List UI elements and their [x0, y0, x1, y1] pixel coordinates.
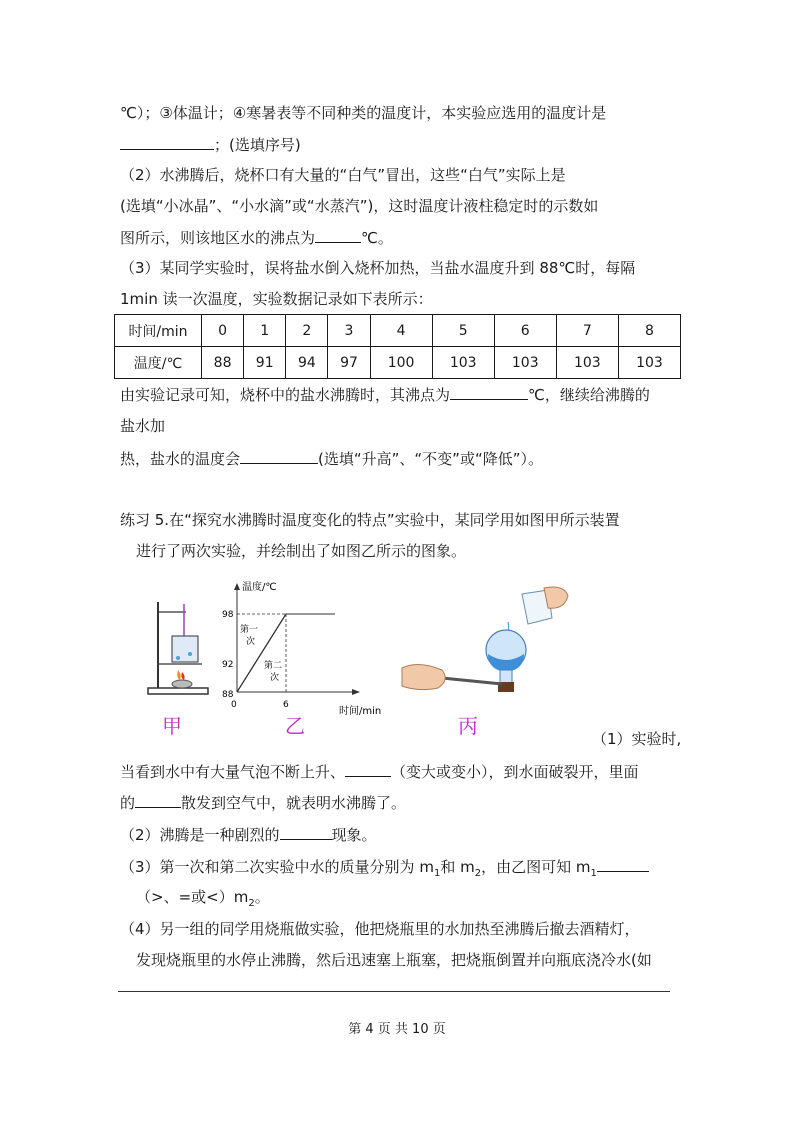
table-row: [115, 315, 681, 347]
q5-line6: （3）第一次和第二次实验中水的质量分别为 $m_1$和 $m_2$，由乙图可知 $m_1$: [120, 856, 649, 884]
table-cell: 7: [556, 315, 618, 347]
q4-line8: 由实验记录可知，烧杯中的盐水沸腾时，其沸点为 ℃，继续给沸腾的: [120, 386, 650, 404]
q5-line2: 进行了两次实验，并绘制出了如图乙所示的图象。: [136, 542, 467, 560]
q5-line3: 当看到水中有大量气泡不断上升、 （变大或变小），到水面破裂开，里面: [120, 763, 639, 781]
series-label-first: 次: [246, 637, 256, 647]
y-axis-label: 温度/℃: [242, 582, 277, 593]
x-axis-label: 时间/min: [339, 706, 382, 717]
q4-line9: 盐水加: [120, 417, 166, 435]
answer-blank[interactable]: [345, 761, 391, 777]
table-cell: 100: [370, 347, 432, 379]
answer-blank[interactable]: [120, 134, 214, 150]
table-cell: 103: [494, 347, 556, 379]
flask-bing-figure: [398, 580, 576, 700]
table-cell: 8: [618, 315, 680, 347]
footer-rule: [118, 991, 670, 992]
table-cell: 3: [328, 315, 370, 347]
table-cell: 2: [286, 315, 328, 347]
y-axis-arrow: [234, 583, 240, 590]
y-tick-label: 88: [222, 690, 234, 700]
q5-line5: （2）沸腾是一种剧烈的 现象。: [120, 826, 377, 844]
apparatus-jia-figure: [146, 598, 212, 696]
table-cell: 91: [244, 347, 286, 379]
page-number: 第 4 页 共 10 页: [348, 1022, 446, 1037]
x-tick-label: 6: [283, 700, 289, 710]
q4-line10: 热，盐水的温度会 (选填“升高”、“不变”或“降低”）。: [120, 450, 543, 468]
q4-line4: (选填“小冰晶”、“小水滴”或“水蒸汽”)，这时温度计液柱稳定时的示数如: [120, 197, 599, 215]
q4-line5: 图所示，则该地区水的沸点为 ℃。: [120, 229, 393, 247]
table-cell: 4: [370, 315, 432, 347]
answer-blank[interactable]: [135, 792, 181, 808]
q5-line4: 的 散发到空气中，就表明水沸腾了。: [120, 794, 407, 812]
table-row: [115, 347, 681, 379]
q4-line1: ℃）；③体温计；④寒暑表等不同种类的温度计，本实验应选用的温度计是: [120, 104, 607, 122]
table-cell: 88: [202, 347, 244, 379]
figure-label-bing: 丙: [458, 714, 478, 738]
q5-line7: （>、=或$<)m_2$。: [136, 888, 270, 909]
q4-line6: （3）某同学实验时，误将盐水倒入烧杯加热，当盐水温度升到 88℃时，每隔: [120, 259, 636, 277]
series-label-second: 第二: [264, 661, 283, 671]
y-tick-label: 92: [222, 660, 234, 670]
data-table: [114, 314, 681, 379]
series-label-first: 第一: [240, 625, 259, 635]
figure-label-jia: 甲: [162, 714, 182, 738]
table-cell: 1: [244, 315, 286, 347]
table-cell: 6: [494, 315, 556, 347]
answer-blank[interactable]: [597, 856, 649, 872]
figure-label-yi: 乙: [285, 714, 305, 738]
x-axis-arrow: [352, 689, 360, 695]
q5-line9: 发现烧瓶里的水停止沸腾，然后迅速塞上瓶塞，把烧瓶倒置并向瓶底浇冷水(如: [136, 951, 652, 969]
q5-line1: 练习 5.在“探究水沸腾时温度变化的特点”实验中，某同学用如图甲所示装置: [120, 511, 620, 529]
table-cell: 5: [432, 315, 494, 347]
y-tick-label: 98: [222, 610, 234, 620]
q5-line8: （4）另一组的同学用烧瓶做实验，他把烧瓶里的水加热至沸腾后撤去酒精灯，: [120, 920, 640, 938]
table-cell: 103: [556, 347, 618, 379]
table-cell: 103: [618, 347, 680, 379]
q4-line2: ；(选填序号): [120, 134, 301, 155]
table-head: 温度/℃: [115, 347, 202, 379]
temperature-chart: [204, 580, 382, 718]
answer-blank[interactable]: [315, 227, 361, 243]
table-cell: 97: [328, 347, 370, 379]
table-cell: 103: [432, 347, 494, 379]
answer-blank[interactable]: [240, 448, 318, 464]
q5-part1-label: （1）实验时,: [592, 730, 682, 748]
series-label-second: 次: [270, 673, 280, 683]
answer-blank[interactable]: [450, 384, 528, 400]
x-tick-label: 0: [231, 700, 237, 710]
table-cell: 94: [286, 347, 328, 379]
answer-blank[interactable]: [280, 824, 332, 840]
table-cell: 0: [202, 315, 244, 347]
q4-line7: 1min 读一次温度，实验数据记录如下表所示：: [120, 290, 433, 308]
q4-line3: （2）水沸腾后，烧杯口有大量的“白气”冒出，这些“白气”实际上是: [120, 166, 566, 184]
table-head: 时间/min: [115, 315, 202, 347]
